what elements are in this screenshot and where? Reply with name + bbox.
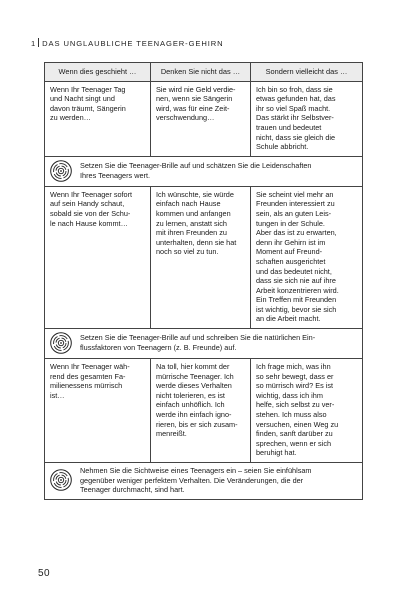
cell-line: menreißt. [156,429,187,439]
tip-line: Nehmen Sie die Sichtweise eines Teenagers ein – seien Sie einfühlsam [80,466,312,475]
table-cell [45,81,151,156]
table-cell [45,186,151,328]
cell-line: ist wichtig, bevor sie sich [256,304,337,314]
cell-line: Das stärkt ihr Selbstver- [256,113,334,123]
cell-line: wichtig, dass ich ihm [256,390,323,400]
cell-line: mürrische Teenager. Ich [156,371,234,381]
cell-line: Aber das ist zu erwarten, [256,228,337,238]
cell-line: sein, als an guten Leis- [256,208,332,218]
cell-line: einfach nach Hause [156,199,221,209]
tip-text [80,466,311,495]
cell-line: ist… [50,390,65,400]
cell-line: Arbeit konzentrieren wird. [256,285,339,295]
table-cell [45,359,151,463]
fingerprint-icon [50,160,72,182]
cell-line: finden, sanft darüber zu [256,429,333,439]
header-divider [38,38,39,47]
table-header-row [45,63,363,82]
cell-line: einfach unhöflich. Ich [156,400,225,410]
table-cell [151,186,251,328]
running-header [31,38,224,48]
cell-line: noch so viel zu tun. [156,247,219,257]
cell-line: ihr so viel Spaß macht. [256,103,331,113]
table-cell [251,81,363,156]
cell-line: versuchen, einen Weg zu [256,419,339,429]
cell-line: an die Arbeit macht. [256,314,321,324]
cell-line: Schule abbricht. [256,142,309,152]
cell-line: Freunden interessiert zu [256,199,335,209]
tip-line: Setzen Sie die Teenager-Brille auf und schätzen Sie die Leidenschaften [80,161,312,171]
cell-line: kommen und anfangen [156,208,231,218]
tip-text [80,161,312,180]
column-header: Sondern vielleicht das … [251,63,363,82]
cell-line: Wenn Ihr Teenager wäh- [50,362,130,372]
cell-line: tungen in der Schule. [256,218,325,228]
cell-line: zu werden… [50,113,91,123]
table-row [45,359,363,463]
cell-line: Sie scheint viel mehr an [256,189,334,199]
cell-line: milienessens mürrisch [50,381,123,391]
chapter-title: DAS UNGLAUBLICHE TEENAGER-GEHIRN [42,39,224,48]
tip-content [50,160,357,182]
cell-line: rend des gesamten Fa- [50,371,126,381]
table-row [45,186,363,328]
cell-line: le nach Hause kommt… [50,218,128,228]
cell-line: Wenn Ihr Teenager Tag [50,84,126,94]
cell-line: helfe, sich selbst zu ver- [256,400,335,410]
cell-line: mit ihren Freunden zu [156,228,227,238]
cell-line: werde ihn einfach igno- [156,410,232,420]
tip-row [45,329,363,359]
tip-content [50,332,357,354]
cell-line: werde dieses Verhalten [156,381,232,391]
comparison-table [44,62,363,500]
fingerprint-icon [50,469,72,491]
table-cell [251,359,363,463]
cell-line: nicht tolerieren, es ist [156,390,225,400]
tip-cell [45,156,363,186]
table-cell [251,186,363,328]
cell-line: etwas gefunden hat, das [256,94,336,104]
cell-line: beruhigt hat. [256,448,297,458]
tip-cell [45,463,363,500]
column-header: Wenn dies geschieht … [45,63,151,82]
cell-line: so mürrisch wird? Es ist [256,381,334,391]
cell-line: und Nacht singt und [50,94,115,104]
tip-content [50,466,357,495]
cell-line: Ich bin so froh, dass sie [256,84,333,94]
cell-line: verschwendung… [156,113,215,123]
tip-line: Teenager durchmacht, sind hart. [80,485,185,495]
cell-line: und das bedeutet nicht, [256,266,332,276]
cell-line: dass sie sich nie auf ihre [256,276,336,286]
chapter-number: 1 [31,39,37,48]
cell-line: davon träumt, Sängerin [50,103,126,113]
table-cell [151,81,251,156]
tip-line: Setzen Sie die Teenager-Brille auf und schreiben Sie die natürlichen Ein- [80,333,316,343]
cell-line: trauen und bedeutet [256,122,322,132]
fingerprint-icon [50,332,72,354]
cell-line: Na toll, hier kommt der [156,362,230,372]
cell-line: schaften ausgerichtet [256,256,326,266]
cell-line: nen, wenn sie Sängerin [156,94,233,104]
tip-row [45,463,363,500]
cell-line: sobald sie von der Schu- [50,208,131,218]
cell-line: Wenn Ihr Teenager sofort [50,189,133,199]
cell-line: wird, was für eine Zeit- [156,103,230,113]
column-header: Denken Sie nicht das … [151,63,251,82]
tip-cell [45,329,363,359]
cell-line: Ich frage mich, was ihn [256,362,331,372]
cell-line: Moment auf Freund- [256,247,323,257]
tip-line: flussfaktoren von Teenagern (z. B. Freunde) auf. [80,343,237,353]
tip-row [45,156,363,186]
cell-line: rieren, bis er sich zusam- [156,419,238,429]
cell-line: Sie wird nie Geld verdie- [156,84,236,94]
cell-line: Ich wünschte, sie würde [156,189,234,199]
table-cell [151,359,251,463]
cell-line: auf sein Handy schaut, [50,199,125,209]
cell-line: denn ihr Gehirn ist im [256,237,326,247]
cell-line: stehen. Ich muss also [256,410,327,420]
cell-line: so sehr bewegt, dass er [256,371,334,381]
cell-line: Ein Treffen mit Freunden [256,295,337,305]
tip-line: Ihres Teenagers wert. [80,170,151,180]
cell-line: unterhalten, denn sie hat [156,237,237,247]
tip-text [80,333,315,352]
cell-line: nicht, dass sie gleich die [256,132,336,142]
tip-line: gegenüber weniger perfektem Verhalten. Die Veränderungen, die der [80,475,304,485]
cell-line: sprechen, wenn er sich [256,438,332,448]
table-row [45,81,363,156]
page-number: 50 [38,568,51,579]
cell-line: zu lernen, anstatt sich [156,218,227,228]
